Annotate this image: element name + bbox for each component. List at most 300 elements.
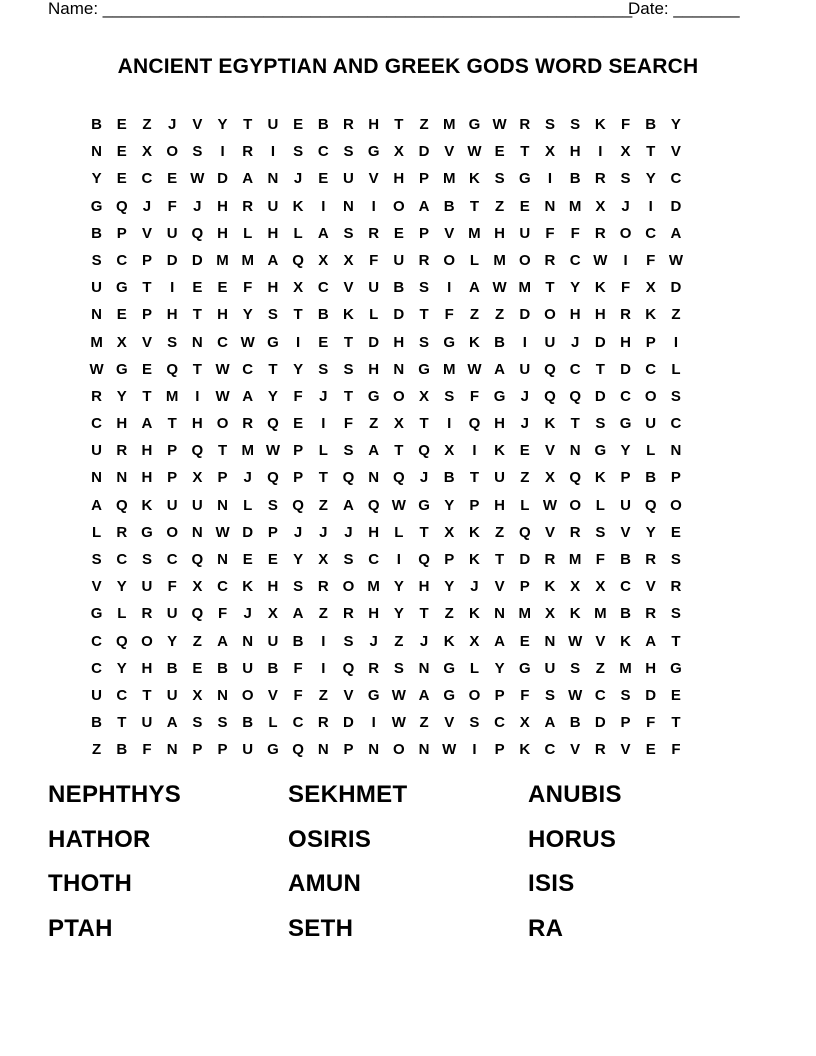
grid-letter: H (116, 415, 128, 433)
grid-letter: Q (292, 496, 304, 514)
grid-letter: U (393, 251, 405, 269)
grid-letter: B (91, 714, 103, 732)
grid-letter: T (595, 360, 605, 378)
grid-letter: C (116, 686, 128, 704)
grid-row (84, 494, 734, 521)
grid-letter: P (419, 170, 430, 188)
grid-letter: Q (292, 251, 304, 269)
grid-row (84, 684, 734, 711)
grid-letter: N (670, 442, 682, 460)
grid-letter: R (317, 578, 329, 596)
grid-letter: B (620, 605, 631, 623)
grid-letter: V (544, 442, 555, 460)
grid-letter: G (418, 496, 430, 514)
grid-letter: S (419, 279, 430, 297)
grid-letter: R (645, 605, 657, 623)
grid-letter: T (419, 415, 429, 433)
grid-letter: M (594, 605, 607, 623)
grid-letter: P (116, 224, 127, 242)
grid-letter: T (646, 143, 656, 161)
grid-letter: S (343, 224, 354, 242)
grid-letter: Y (116, 578, 127, 596)
grid-letter: W (492, 116, 507, 133)
grid-letter: J (193, 197, 202, 215)
grid-letter: R (519, 116, 531, 133)
grid-letter: T (217, 442, 228, 460)
grid-letter: L (293, 224, 303, 242)
grid-letter: P (519, 578, 530, 596)
grid-letter: B (494, 333, 506, 351)
grid-letter: S (192, 143, 203, 161)
grid-letter: B (569, 714, 581, 732)
grid-letter: E (670, 686, 681, 704)
grid-letter: O (166, 523, 178, 541)
grid-letter: V (595, 632, 606, 650)
word-list-item: ANUBIS (528, 781, 622, 808)
grid-letter: J (520, 387, 529, 405)
grid-letter: J (344, 523, 353, 541)
grid-letter: D (645, 686, 657, 704)
grid-letter: X (141, 143, 152, 161)
grid-letter: C (116, 551, 128, 568)
grid-letter: R (343, 605, 354, 623)
grid-letter: F (243, 279, 253, 297)
grid-letter: J (319, 523, 328, 541)
grid-letter: S (318, 360, 329, 378)
grid-letter: S (544, 686, 555, 704)
grid-letter: A (343, 496, 354, 514)
grid-row (84, 602, 734, 629)
grid-letter: H (594, 306, 606, 324)
grid-letter: H (620, 333, 631, 351)
grid-letter: D (594, 387, 606, 405)
grid-letter: C (620, 578, 631, 596)
grid-letter: Q (418, 442, 430, 460)
grid-letter: A (141, 415, 153, 433)
grid-letter: F (595, 551, 605, 568)
grid-letter: S (343, 551, 354, 568)
grid-letter: Y (116, 387, 127, 405)
grid-letter: R (91, 387, 103, 405)
grid-letter: R (645, 551, 657, 568)
grid-letter: H (191, 415, 203, 433)
grid-letter: V (267, 686, 278, 704)
grid-letter: L (268, 714, 278, 732)
grid-letter: I (371, 197, 376, 215)
grid-letter: Q (166, 360, 178, 378)
grid-letter: C (645, 360, 657, 378)
grid-letter: G (267, 333, 279, 351)
grid-letter: T (167, 415, 177, 433)
grid-letter: J (419, 632, 429, 650)
grid-letter: N (116, 469, 128, 487)
grid-letter: U (91, 279, 103, 297)
grid-letter: H (393, 170, 405, 188)
grid-letter: V (368, 170, 379, 188)
word-list-item: THOTH (48, 870, 133, 897)
grid-letter: V (645, 578, 656, 596)
grid-letter: R (242, 143, 254, 161)
grid-letter: D (393, 306, 405, 324)
grid-letter: R (116, 523, 128, 541)
grid-letter: K (544, 415, 556, 433)
grid-letter: C (569, 251, 581, 269)
grid-letter: S (167, 333, 178, 351)
grid-letter: S (544, 116, 555, 133)
grid-letter: V (91, 578, 102, 596)
grid-row (84, 167, 734, 194)
grid-letter: W (593, 251, 608, 269)
grid-letter: T (268, 360, 278, 378)
grid-letter: E (116, 116, 127, 133)
grid-letter: Y (620, 442, 631, 460)
grid-letter: M (241, 442, 254, 460)
grid-letter: T (469, 197, 479, 215)
grid-letter: Q (267, 469, 279, 487)
grid-letter: H (393, 333, 405, 351)
grid-letter: M (568, 197, 582, 215)
grid-letter: O (216, 415, 229, 433)
grid-letter: A (494, 360, 506, 378)
grid-row (84, 466, 734, 493)
grid-letter: X (116, 333, 127, 351)
grid-letter: T (419, 523, 429, 541)
grid-letter: D (242, 523, 254, 541)
grid-letter: F (620, 116, 631, 133)
grid-letter: S (494, 170, 505, 188)
grid-letter: X (444, 442, 455, 460)
grid-letter: W (240, 333, 255, 351)
grid-letter: Q (544, 360, 556, 378)
grid-letter: N (368, 741, 380, 759)
grid-letter: D (594, 333, 606, 351)
grid-letter: T (243, 116, 253, 133)
grid-letter: R (418, 251, 430, 269)
grid-letter: M (90, 333, 103, 351)
grid-letter: W (568, 686, 583, 704)
grid-letter: T (142, 279, 152, 297)
grid-letter: Q (115, 496, 128, 514)
grid-letter: J (293, 170, 303, 188)
grid-row (84, 140, 734, 167)
word-list-item: AMUN (288, 870, 362, 897)
grid-letter: U (494, 469, 506, 487)
grid-letter: S (595, 523, 606, 541)
grid-letter: Z (419, 116, 429, 133)
grid-letter: D (519, 551, 531, 568)
grid-letter: F (293, 659, 303, 677)
grid-letter: U (343, 170, 354, 188)
grid-letter: C (670, 415, 682, 433)
grid-letter: A (494, 632, 506, 650)
grid-letter: G (518, 659, 531, 677)
grid-letter: O (544, 306, 556, 324)
grid-letter: Z (318, 605, 328, 623)
grid-letter: B (645, 469, 657, 487)
grid-letter: G (619, 415, 632, 433)
grid-letter: D (620, 360, 631, 378)
grid-letter: V (444, 143, 455, 161)
grid-letter: O (393, 741, 405, 759)
grid-letter: W (492, 279, 507, 297)
grid-letter: U (242, 741, 254, 759)
grid-letter: C (670, 170, 682, 188)
grid-letter: F (293, 686, 303, 704)
grid-letter: J (369, 632, 378, 650)
grid-letter: W (467, 360, 482, 378)
grid-letter: K (343, 306, 354, 324)
grid-letter: G (443, 686, 456, 704)
grid-letter: R (242, 415, 254, 433)
grid-letter: M (568, 551, 582, 568)
grid-letter: E (242, 551, 253, 568)
grid-letter: B (317, 306, 329, 324)
grid-letter: C (645, 224, 657, 242)
grid-row (84, 249, 734, 276)
grid-letter: J (319, 387, 328, 405)
grid-row (84, 711, 734, 738)
grid-letter: S (343, 632, 354, 650)
grid-letter: T (495, 551, 505, 568)
grid-letter: G (418, 360, 430, 378)
grid-letter: R (368, 224, 380, 242)
grid-letter: U (267, 632, 279, 650)
grid-letter: S (670, 387, 681, 405)
grid-letter: O (468, 686, 481, 704)
grid-letter: V (141, 224, 152, 242)
grid-letter: J (167, 116, 177, 133)
grid-letter: I (296, 333, 301, 351)
grid-letter: P (494, 686, 505, 704)
grid-letter: G (141, 523, 153, 541)
grid-letter: X (318, 551, 329, 568)
grid-letter: E (393, 224, 404, 242)
grid-letter: S (595, 415, 606, 433)
grid-letter: F (167, 197, 177, 215)
grid-letter: H (141, 469, 153, 487)
grid-letter: R (141, 605, 153, 623)
grid-letter: V (620, 523, 631, 541)
grid-letter: U (519, 224, 531, 242)
grid-letter: B (292, 632, 304, 650)
grid-letter: T (394, 442, 404, 460)
grid-letter: J (621, 197, 630, 215)
grid-letter: Y (293, 551, 304, 568)
grid-letter: S (267, 306, 278, 324)
grid-letter: V (494, 578, 505, 596)
grid-letter: K (594, 469, 606, 487)
grid-letter: A (368, 442, 380, 460)
grid-letter: Z (495, 306, 505, 324)
grid-letter: D (166, 251, 178, 269)
grid-letter: R (670, 578, 682, 596)
grid-letter: W (568, 632, 583, 650)
grid-letter: E (293, 415, 304, 433)
grid-letter: J (293, 523, 303, 541)
grid-letter: Z (192, 632, 202, 650)
grid-letter: Y (116, 659, 127, 677)
grid-letter: L (394, 523, 404, 541)
grid-row (84, 385, 734, 412)
grid-letter: C (166, 551, 178, 568)
grid-letter: C (544, 741, 556, 759)
grid-letter: A (267, 251, 279, 269)
grid-letter: Y (393, 578, 404, 596)
grid-letter: N (267, 170, 279, 188)
grid-letter: I (270, 143, 275, 161)
grid-letter: P (419, 224, 430, 242)
grid-letter: E (116, 170, 127, 188)
header-line (48, 0, 748, 20)
grid-letter: X (469, 632, 480, 650)
grid-letter: G (267, 741, 279, 759)
grid-letter: X (192, 578, 203, 596)
grid-letter: E (217, 279, 228, 297)
word-list (48, 777, 768, 955)
grid-letter: G (670, 659, 682, 677)
grid-letter: E (116, 143, 127, 161)
grid-letter: Y (444, 578, 455, 596)
grid-letter: I (396, 551, 401, 568)
grid-letter: V (343, 279, 354, 297)
grid-letter: K (594, 116, 606, 133)
grid-letter: E (293, 116, 304, 133)
grid-letter: O (166, 143, 178, 161)
grid-letter: Q (191, 551, 204, 568)
grid-letter: W (190, 170, 205, 188)
grid-letter: J (243, 605, 252, 623)
grid-row (84, 575, 734, 602)
grid-letter: H (166, 306, 178, 324)
grid-letter: Y (293, 360, 304, 378)
grid-letter: Y (670, 116, 681, 133)
grid-letter: X (192, 469, 203, 487)
grid-letter: N (217, 551, 228, 568)
grid-letter: M (442, 116, 456, 133)
grid-letter: E (192, 279, 203, 297)
grid-letter: I (522, 333, 527, 351)
grid-letter: C (91, 659, 103, 677)
grid-letter: P (494, 741, 505, 759)
grid-letter: E (670, 523, 681, 541)
grid-letter: P (469, 496, 480, 514)
grid-letter: G (367, 143, 380, 161)
grid-letter: X (293, 279, 304, 297)
grid-letter: Y (267, 387, 278, 405)
grid-letter: Q (544, 387, 556, 405)
grid-letter: E (519, 442, 530, 460)
grid-letter: O (141, 632, 153, 650)
grid-letter: F (167, 578, 177, 596)
grid-letter: H (217, 197, 228, 215)
grid-letter: Z (495, 197, 505, 215)
grid-letter: R (242, 197, 254, 215)
word-list-item: SEKHMET (288, 781, 408, 808)
grid-letter: P (620, 469, 631, 487)
grid-letter: T (318, 469, 328, 487)
grid-letter: A (292, 605, 304, 623)
grid-letter: H (368, 523, 380, 541)
grid-letter: T (192, 360, 202, 378)
grid-letter: U (544, 659, 556, 677)
grid-letter: P (620, 714, 631, 732)
grid-letter: X (393, 415, 404, 433)
grid-letter: U (91, 686, 103, 704)
grid-letter: B (242, 714, 254, 732)
grid-row (84, 439, 734, 466)
grid-letter: P (293, 442, 304, 460)
grid-letter: K (494, 442, 506, 460)
grid-letter: H (141, 659, 153, 677)
grid-letter: V (444, 714, 455, 732)
grid-letter: Y (91, 170, 102, 188)
grid-row (84, 657, 734, 684)
grid-row (84, 303, 734, 330)
grid-letter: P (293, 469, 304, 487)
grid-letter: U (141, 578, 153, 596)
grid-letter: N (418, 659, 430, 677)
grid-letter: R (544, 551, 556, 568)
grid-letter: W (467, 143, 482, 161)
grid-letter: I (321, 197, 326, 215)
grid-letter: S (393, 659, 404, 677)
grid-letter: S (469, 714, 480, 732)
grid-letter: S (620, 686, 631, 704)
grid-letter: P (167, 469, 178, 487)
grid-letter: E (116, 306, 127, 324)
grid-letter: M (367, 578, 380, 596)
grid-letter: K (242, 578, 254, 596)
grid-letter: N (91, 469, 103, 487)
grid-letter: G (115, 360, 128, 378)
grid-letter: R (343, 116, 354, 133)
grid-letter: X (267, 605, 278, 623)
grid-letter: T (293, 306, 303, 324)
grid-letter: T (469, 469, 479, 487)
grid-letter: G (443, 333, 456, 351)
grid-letter: T (343, 387, 354, 405)
grid-letter: N (317, 741, 329, 759)
word-list-item: NEPHTHYS (48, 781, 182, 808)
grid-letter: K (468, 333, 480, 351)
grid-letter: V (343, 686, 354, 704)
grid-letter: W (89, 360, 104, 378)
grid-row (84, 630, 734, 657)
grid-letter: W (442, 741, 457, 759)
grid-letter: T (142, 686, 152, 704)
grid-letter: F (469, 387, 479, 405)
grid-letter: L (469, 251, 479, 269)
grid-letter: I (321, 632, 326, 650)
grid-row (84, 222, 734, 249)
grid-letter: D (343, 714, 354, 732)
page-title: ANCIENT EGYPTIAN AND GREEK GODS WORD SEARCH (117, 55, 699, 78)
grid-letter: O (569, 496, 581, 514)
grid-letter: H (368, 116, 380, 133)
grid-letter: H (494, 415, 506, 433)
grid-letter: E (141, 360, 152, 378)
grid-letter: B (645, 116, 657, 133)
grid-letter: N (544, 197, 556, 215)
grid-letter: Q (267, 415, 279, 433)
grid-letter: M (493, 251, 506, 269)
grid-letter: O (518, 251, 531, 269)
grid-letter: Z (469, 306, 479, 324)
grid-letter: N (217, 686, 228, 704)
grid-letter: U (141, 714, 153, 732)
grid-letter: W (215, 360, 230, 378)
grid-letter: K (645, 306, 657, 324)
